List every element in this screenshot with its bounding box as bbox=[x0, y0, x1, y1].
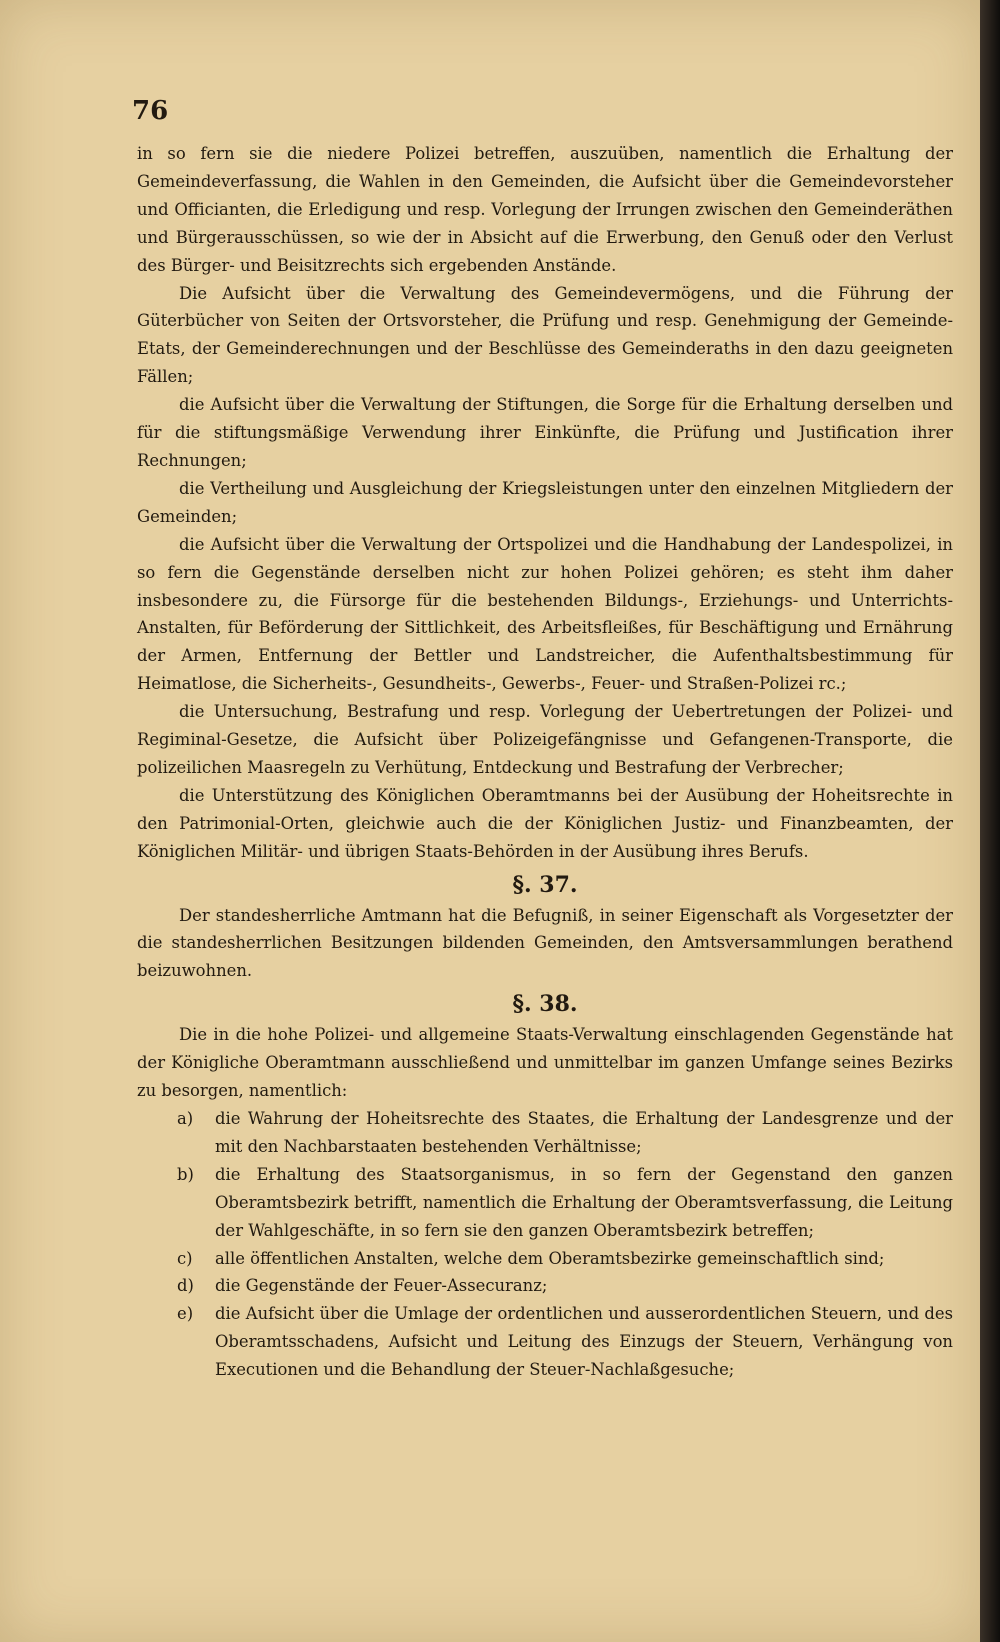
book-edge bbox=[980, 0, 1000, 1642]
list-marker: b) bbox=[177, 1164, 194, 1184]
list-marker: a) bbox=[177, 1109, 194, 1128]
list-item-b bbox=[137, 1161, 953, 1245]
list-item-text: die Wahrung der Hoheitsrechte des Staates, die Erhaltung der Landesgrenze und der mit den Nachbarstaaten bestehenden Verhältnisse; bbox=[215, 1109, 953, 1156]
list-item-text: die Erhaltung des Staatsorganismus, in so fern der Gegenstand den ganzen Oberamtsbezirk betrifft, namentlich die Erhaltung der Oberamtsverfassung, die Leitung der Wahlgeschäfte, in so fern sie den ganzen Oberamtsbezirk betreffen; bbox=[215, 1164, 953, 1240]
section-38-text: Die in die hohe Polizei- und allgemeine Staats-Verwaltung einschlagenden Gegenstände hat der Königliche Oberamtmann ausschließend und unmittelbar im ganzen Umfange seines Bezirks zu besorgen, namentlich: bbox=[137, 1025, 953, 1101]
paragraph: die Vertheilung und Ausgleichung der Kriegsleistungen unter den einzelnen Mitgliedern der Gemeinden; bbox=[137, 478, 953, 526]
list-item-a bbox=[137, 1105, 953, 1161]
section-heading-37: §. 37. bbox=[512, 871, 578, 898]
paragraph: die Unterstützung des Königlichen Oberamtmanns bei der Ausübung der Hoheitsrechte in den Patrimonial-Orten, gleichwie auch die der Königlichen Justiz- und Finanzbeamten, der Königlichen Militär- und übrigen Staats-Behörden in der Ausübung ihres Berufs. bbox=[137, 785, 953, 861]
paragraph: die Aufsicht über die Verwaltung der Stiftungen, die Sorge für die Erhaltung derselben und für die stiftungsmäßige Verwendung ihrer Einkünfte, die Prüfung und Justification ihrer Rechnungen; bbox=[137, 395, 953, 470]
list-marker: d) bbox=[177, 1276, 194, 1296]
paragraph: Die Aufsicht über die Verwaltung des Gemeindevermögens, und die Führung der Güterbücher von Seiten der Ortsvorsteher, die Prüfung und resp. Genehmigung der Gemeinde-Etats, der Gemeinderechnungen und der Beschlüsse des Gemeinderaths in den dazu geeigneten Fällen; bbox=[137, 283, 953, 387]
list-item-d bbox=[137, 1272, 953, 1300]
paragraph: die Aufsicht über die Verwaltung der Ortspolizei und die Handhabung der Landespolizei, in so fern die Gegenstände derselben nicht zur hohen Polizei gehören; es steht ihm daher insbesondere zu, die Fürsorge für die bestehenden Bildungs-, Erziehungs- und Unterrichts-Anstalten, für Beförderung der Sittlichkeit, des Arbeitsfleißes, für Beschäftigung und Ernährung der Armen, Entfernung der Bettler und Landstreicher, die Aufenthaltsbestimmung für Heimatlose, die Sicherheits-, Gesundheits-, Gewerbs-, Feuer- und Straßen-Polizei rc.; bbox=[137, 534, 953, 694]
paragraph: die Untersuchung, Bestrafung und resp. Vorlegung der Uebertretungen der Polizei- und Regiminal-Gesetze, die Aufsicht über Polizeigefängnisse und Gefangenen-Transporte, die polizeilichen Maasregeln zu Verhütung, Entdeckung und Bestrafung der Verbrecher; bbox=[137, 702, 953, 777]
paragraph-continuation: in so fern sie die niedere Polizei betreffen, auszuüben, namentlich die Erhaltung der Gemeindeverfassung, die Wahlen in den Gemeinden, die Aufsicht über die Gemeindevorsteher und Officianten, die Erledigung und resp. Vorlegung der Irrungen zwischen den Gemeinderäthen und Bürgerausschüssen, so wie der in Absicht auf die Erwerbung, den Genuß oder den Verlust des Bürger- und Beisitzrechts sich ergebenden Anstände. bbox=[137, 144, 953, 275]
section-heading-38: §. 38. bbox=[512, 991, 578, 1018]
list-item-text: die Aufsicht über die Umlage der ordentlichen und ausserordentlichen Steuern, und des Oberamtsschadens, Aufsicht und Leitung des Einzugs der Steuern, Verhängung von Executionen und die Behandlung der Steuer-Nachlaßgesuche; bbox=[215, 1304, 953, 1380]
list-item-text: die Gegenstände der Feuer-Assecuranz; bbox=[215, 1276, 548, 1296]
section-37-text: Der standesherrliche Amtmann hat die Befugniß, in seiner Eigenschaft als Vorgesetzter der die standesherrlichen Besitzungen bildenden Gemeinden, den Amtsversammlungen berathend beizuwohnen. bbox=[137, 905, 953, 981]
list-item-e bbox=[137, 1300, 953, 1384]
list-item-c bbox=[137, 1245, 953, 1273]
list-item-text: alle öffentlichen Anstalten, welche dem Oberamtsbezirke gemeinschaftlich sind; bbox=[215, 1248, 885, 1268]
list-marker: c) bbox=[177, 1248, 193, 1268]
page-body bbox=[137, 140, 953, 1384]
list-marker: e) bbox=[177, 1304, 194, 1324]
page-number: 76 bbox=[132, 96, 169, 126]
